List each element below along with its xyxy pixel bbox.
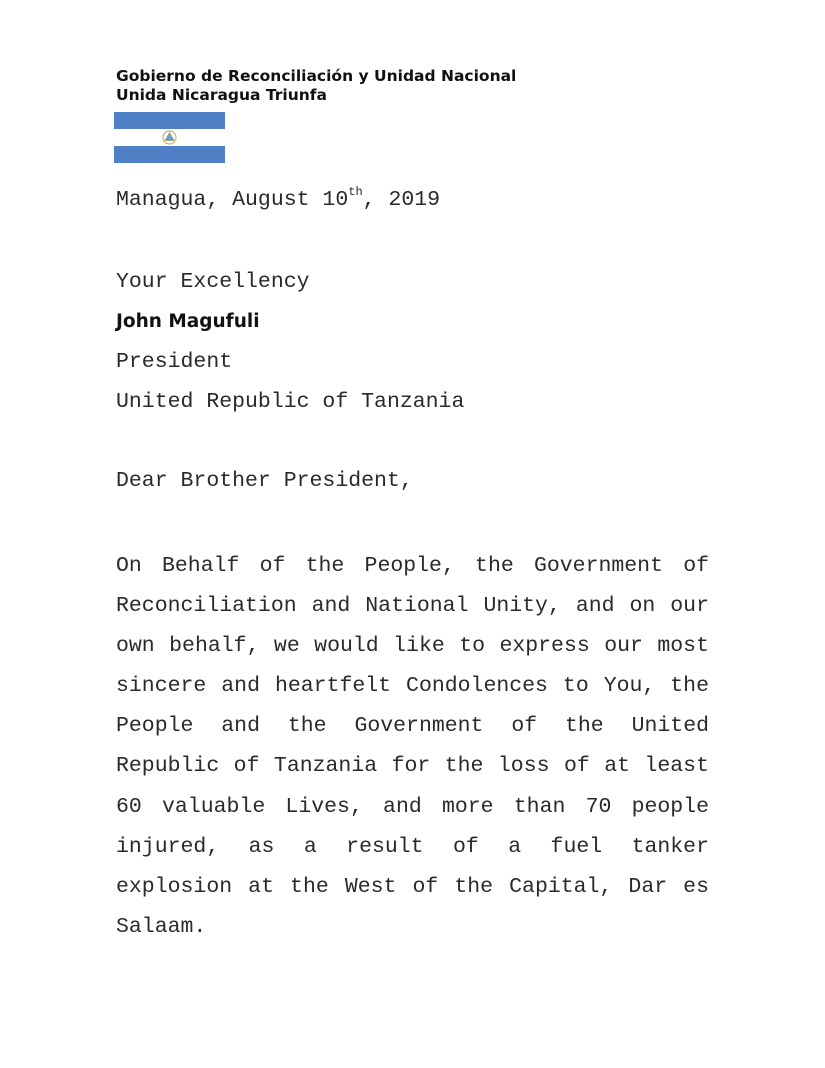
recipient-country: United Republic of Tanzania (116, 390, 465, 414)
government-motto: Unida Nicaragua Triunfa (116, 86, 328, 104)
salutation: Dear Brother President, (116, 469, 413, 493)
letterhead (116, 67, 516, 105)
letter-body: On Behalf of the People, the Government of Reconciliation and National Unity, and on our own behalf, we would like to express our most sincere and heartfelt Condolences to You, the People and the Government of the United Republic of Tanzania for the loss of at least 60 valuable Lives, and more than 70 people injured, as a result of a fuel tanker explosion at the West of the Capital, Dar es Salaam. (116, 554, 709, 939)
government-name: Gobierno de Reconciliación y Unidad Nacional (116, 67, 517, 85)
recipient-block (116, 268, 464, 428)
date-line (116, 185, 441, 212)
date-ordinal: th (348, 185, 363, 199)
date-prefix: Managua, August 10 (116, 188, 349, 212)
recipient-title: President (116, 350, 233, 374)
recipient-honorific: Your Excellency (116, 270, 310, 294)
recipient-name: John Magufuli (116, 311, 260, 332)
date-suffix: , 2019 (362, 188, 441, 212)
nicaragua-flag-icon (114, 112, 225, 163)
